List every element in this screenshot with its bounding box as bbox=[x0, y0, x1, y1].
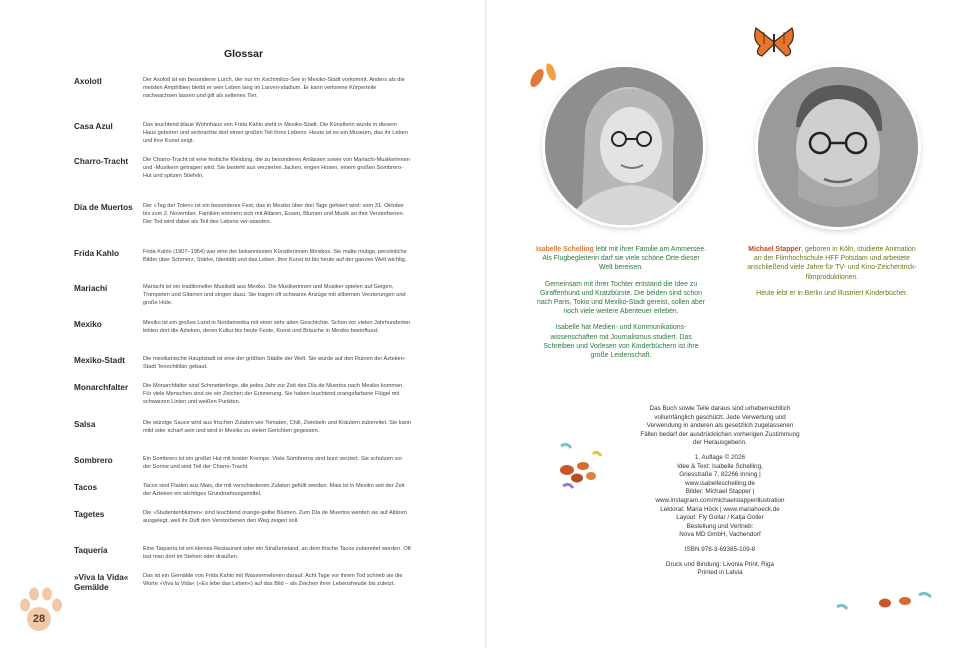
glossary-definition: Tacos sind Fladen aus Mais, die mit verschiedenen Zutaten gefüllt werden. Mais ist in Mexiko seit der Zeit der Azteken ein wichtiges Grundnahrungsmittel. bbox=[143, 483, 405, 497]
author-name: Michael Stapper bbox=[748, 246, 802, 253]
imprint-line: www.isabelleschelling.de bbox=[685, 479, 755, 487]
butterfly-icon bbox=[752, 24, 796, 60]
glossary-term: Taquería bbox=[74, 546, 108, 555]
glossary-term: »Viva la Vida« Gemälde bbox=[74, 573, 129, 592]
imprint-line: Bestellung und Vertrieb: bbox=[686, 522, 754, 530]
glossary-definition: Das ist ein Gemälde von Frida Kahlo mit Wassermelonen darauf. Acht Tage vor ihrem Tod schrieb sie die Worte »Viva la Vida« (»Es lebe das Leben«) auf das Bild – als Zeichen ihrer Lebensfreude bis zuletzt. bbox=[143, 573, 403, 587]
glossary-definition: Mexiko ist ein großes Land in Nordamerika mit einer sehr alten Geschichte. Schon vor vielen Jahrhunderten lebten dort die Azteken, deren Kultur bis heute Feste, Kunst und Bräuche in Mexiko beeinflusst. bbox=[143, 320, 411, 334]
author-photo-michael bbox=[758, 67, 918, 227]
imprint-line: Nova MD GmbH, Vachendorf bbox=[679, 531, 761, 539]
imprint bbox=[640, 405, 800, 584]
bio-text: lebt mit ihrer Familie am Ammersee. Als Flugbegleiterin darf sie viele schöne Orte dieser Welt bereisen. bbox=[542, 246, 707, 272]
glossary-definition: Eine Taquería ist ein kleines Restaurant oder ein Straßenstand, an dem frische Tacos zubereitet werden. Oft isst man dort im Stehen oder draußen. bbox=[143, 546, 411, 560]
imprint-line: www.instagram.com/michaelstapperillustration bbox=[655, 496, 785, 504]
glossary-term: Salsa bbox=[74, 420, 96, 429]
copyright-notice: Das Buch sowie Teile daraus sind urheberrechtlich vollumfänglich geschützt. Jede Verwertung und Verwendung in anderen als gesetzlich zugelassenen Fällen bedarf der ausdrücklichen vorherigen Zustimmung der Herausgeberin. bbox=[640, 405, 800, 447]
isbn: ISBN 978-3-69385-109-8 bbox=[684, 545, 756, 553]
imprint-line: Griesstraße 7, 82266 Inning | bbox=[679, 471, 761, 479]
glossary-term: Casa Azul bbox=[74, 122, 113, 131]
print-line: Printed in Latvia bbox=[697, 569, 743, 577]
imprint-details bbox=[640, 454, 800, 540]
glossary-term: Frida Kahlo bbox=[74, 249, 120, 258]
glossary-definition: Ein Sombrero ist ein großer Hut mit breiter Krempe. Viele Sombreros sind bunt verziert. Sie schützen vor der Sonne und sind Teil der Charro-Tracht. bbox=[143, 456, 403, 470]
author-photo-isabelle bbox=[545, 67, 703, 225]
leaf-icon bbox=[527, 60, 561, 92]
glossary-term: Charro-Tracht bbox=[74, 157, 129, 166]
glossary-definition: Der »Tag der Toten« ist ein besonderes Fest, das in Mexiko über drei Tage gefeiert wird: vom 31. Oktober bis zum 2. November. Familien erinnern sich mit Altären, Essen, Blumen und Musik an ihre Verstorbenen. Der Tod wird dabei als Teil des Lebens ver-standen. bbox=[143, 203, 405, 225]
print-info bbox=[640, 561, 800, 578]
glossary-definition: Der Axolotl ist ein besonderer Lurch, der nur im Xochimilco-See in Mexiko-Stadt vorkommt. Anders als die meisten Amphibien bleibt er sein Leben lang im Larven-stadium. Er kann verlorene Körperteile nachwachsen lassen und gilt als seltenes Tier. bbox=[143, 77, 405, 99]
glossary-term: Monarchfalter bbox=[74, 383, 129, 392]
glossary-term: Sombrero bbox=[74, 456, 113, 465]
glossary-definition: Die würzige Sauce wird aus frischen Zutaten wie Tomaten, Chili, Zwiebeln und Kräutern zubereitet. Sie kann mild oder scharf sein und wird in Mexiko zu vielen Gerichten gegessen. bbox=[143, 420, 411, 434]
imprint-line: Idee & Text: Isabelle Schelling, bbox=[677, 462, 763, 470]
glossary-definition: Die mexikanische Hauptstadt ist eine der größten Städte der Welt. Sie wurde auf den Ruinen der Azteken-Stadt Tenochtitlán gebaut. bbox=[143, 356, 406, 370]
page-number: 28 bbox=[27, 607, 51, 631]
glossary-title: Glossar bbox=[223, 48, 264, 60]
glossary-definition: Frida Kahlo (1907–1954) war eine der bekanntesten Künstlerinnen Mexikos. Sie malte mutige, persönliche Bilder über Schmerz, Stärke, Identität und das Leben. Ihre Kunst ist bis heute auf der ganzen Welt wichtig. bbox=[143, 249, 407, 263]
glossary-definition: Die Monarchfalter sind Schmetterlinge, die jedes Jahr zur Zeit des Día de Muertos nach Mexiko kommen. Für viele Menschen sind sie ein Zeichen der Erinnerung. Sie haben leuchtend orangefarbene Flügel mit schwarzen Linien und weißen Punkten. bbox=[143, 383, 404, 405]
imprint-line: Bilder: Michael Stapper | bbox=[685, 488, 755, 496]
glossary-definition: Die Charro-Tracht ist eine festliche Kleidung, die zu besonderen Anlässen sowie von Mariachi-Musikerinnen und -Musikern getragen wird. Sie besteht aus verzierten Jacken, engen Hosen, einem großen Sombrero-Hut und spitzen Stiefeln. bbox=[143, 157, 410, 179]
imprint-line: 1. Auflage © 2026 bbox=[694, 453, 746, 461]
glossary-definition: Mariachi ist ein traditioneller Musikstil aus Mexiko. Die Musikerinnen und Musiker spielen auf Geigen, Trompeten und Gitarren und singen dazu. Sie tragen oft schwarze Anzüge mit silbernen Verzierungen und große Hüte. bbox=[143, 284, 406, 306]
glossary-term: Mexiko-Stadt bbox=[74, 356, 125, 365]
portrait-icon bbox=[545, 67, 703, 225]
glossary-term: Mexiko bbox=[74, 320, 102, 329]
glossary-term: Día de Muertos bbox=[74, 203, 133, 212]
glossary-definition: Die »Studentenblumen« sind leuchtend orange-gelbe Blumen. Zum Día de Muertos werden sie auf Altären ausgelegt, weil ihr Duft den Verstorbenen den Weg zeigen soll. bbox=[143, 510, 407, 524]
imprint-line: Layout: Fly Gollar / Katja Goller bbox=[676, 514, 764, 522]
glossary-term: Axolotl bbox=[74, 77, 102, 86]
portrait-icon bbox=[758, 67, 918, 227]
confetti-icon bbox=[553, 440, 605, 490]
author-name: Isabelle Schelling bbox=[535, 246, 594, 253]
bio-isabelle bbox=[535, 245, 707, 367]
bio-michael bbox=[747, 245, 917, 305]
bio-paragraph: Heute lebt er in Berlin und illustriert Kinderbücher. bbox=[756, 289, 908, 297]
bio-text: , geboren in Köln, studierte Animation an der Filmhochschule HFF Potsdam und arbeitete anschließend viele Jahre für TV- und Kino-Zeichentrick-filmproduktionen. bbox=[747, 246, 917, 281]
leaf-icon bbox=[835, 585, 935, 615]
bio-paragraph: Isabelle hat Medien- und Kommunikations-wissenschaften mit Journalismus studiert. Das Schreiben und Vorlesen von Kinderbüchern ist ihre große Leidenschaft. bbox=[543, 324, 699, 360]
glossary-term: Tagetes bbox=[74, 510, 105, 519]
glossary-definition: Das leuchtend blaue Wohnhaus von Frida Kahlo steht in Mexiko-Stadt. Die Künstlerin wurde in diesem Haus geboren und verbrachte dort einen großen Teil ihres Lebens. Heute ist es ein Museum, das ihr Leben und ihre Kunst zeigt. bbox=[143, 122, 408, 144]
bio-paragraph bbox=[747, 245, 917, 282]
imprint-line: Lektorat: Maria Höck | www.mariahoeck.de bbox=[660, 505, 780, 513]
glossary-term: Mariachi bbox=[74, 284, 108, 293]
glossary-term: Tacos bbox=[74, 483, 98, 492]
print-line: Druck und Bindung: Livonia Print, Riga bbox=[665, 560, 775, 568]
bio-paragraph bbox=[535, 245, 707, 273]
bio-paragraph: Gemeinsam mit ihrer Tochter entstand die Idee zu Giraffenhund und Kratzbürste. Die beiden sind schon nach Paris, Tokio und Mexiko-Stadt gereist, sollen aber noch viele weitere Abenteuer erleben. bbox=[536, 280, 705, 316]
